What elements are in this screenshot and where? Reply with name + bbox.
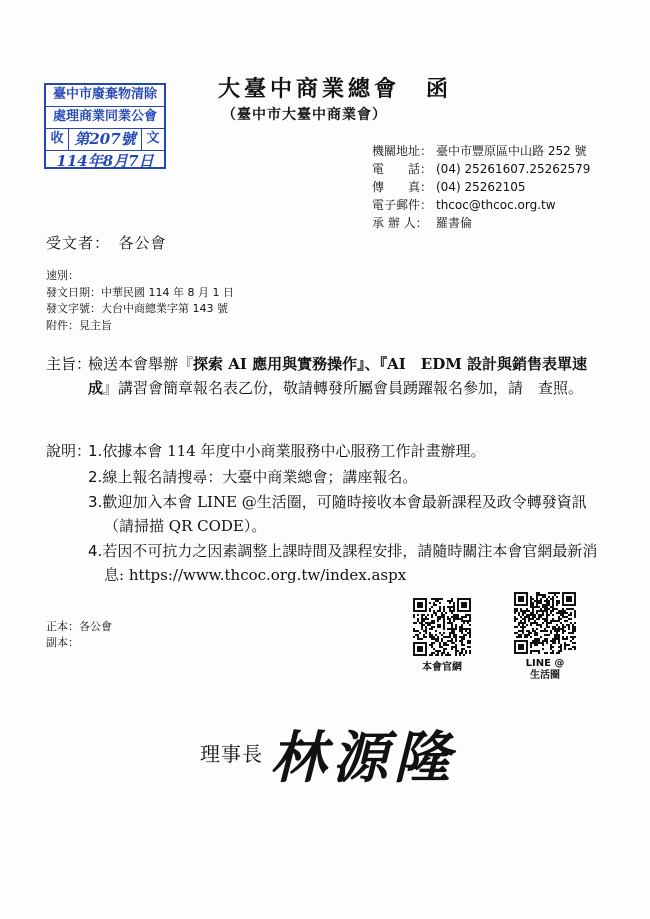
explanation-item: 4.若因不可抗力之因素調整上課時間及課程安排，請隨時關注本會官網最新消息: https://www.thcoc.org.tw/index.aspx — [88, 542, 598, 584]
explanation-item: 1.依據本會 114 年度中小商業服務中心服務工作計畫辦理。 — [88, 442, 486, 460]
distribution-list — [46, 619, 112, 651]
subject-label: 主旨： — [46, 355, 92, 373]
explanation-item: 3.歡迎加入本會 LINE @生活圈，可隨時接收本會最新課程及政令轉發資訊（請掃描 QR CODE）。 — [88, 493, 587, 535]
qr-code-icon[interactable] — [514, 592, 576, 654]
explanation-section — [46, 440, 616, 589]
contact-block — [372, 142, 590, 232]
stamp-receipt-number-row — [46, 129, 164, 151]
stamp-org-line1: 臺中市廢棄物清除 — [46, 85, 164, 107]
original-recipients: 正本：各公會 — [46, 620, 112, 633]
signatory-title: 理事長 — [200, 742, 263, 766]
recipient: 受文者： 各公會 — [46, 234, 167, 252]
qr-line-graphic — [514, 592, 576, 654]
subject-body: 檢送本會舉辦『探索 AI 應用與實務操作』、『AI EDM 設計與銷售表單速成』講習會簡章報名表乙份，敬請轉發所屬會員踴躍報名參加，請 查照。 — [88, 355, 588, 397]
contact-fax: 傳 真： (04) 25262105 — [372, 180, 526, 194]
stamp-recv-prefix: 收 — [46, 129, 69, 150]
meta-reference-number: 發文字號：大台中商總業字第 143 號 — [46, 302, 228, 315]
document-subtitle: （臺中市大臺中商業會） — [222, 107, 387, 123]
explanation-item: 2.線上報名請搜尋：大臺中商業總會；講座報名。 — [88, 467, 418, 486]
explanation-list — [46, 440, 616, 587]
stamp-recv-suffix: 文 — [141, 129, 164, 150]
contact-email: 電子郵件： thcoc@thcoc.org.tw — [372, 198, 556, 212]
meta-date: 發文日期：中華民國 114 年 8 月 1 日 — [46, 285, 234, 299]
stamp-recv-number: 第207號 — [74, 130, 136, 148]
document-title: 大臺中商業總會 函 — [218, 76, 453, 102]
qr-line-label: LINE @ 生活圈 — [525, 658, 565, 681]
copy-recipients: 副本： — [46, 636, 79, 649]
course-title-2: 』、『AI EDM 設計與銷售表單速成 — [88, 355, 588, 397]
contact-handler: 承 辦 人： 羅書倫 — [372, 216, 473, 230]
received-stamp — [44, 83, 166, 169]
qr-website-graphic — [413, 598, 471, 656]
meta-speed: 速別： — [46, 269, 79, 282]
signatory-name: 林源隆 — [270, 725, 456, 791]
meta-attachment: 附件：見主旨 — [46, 318, 112, 332]
contact-address: 機關地址： 臺中市豐原區中山路 252 號 — [372, 144, 587, 158]
explanation-label: 說明： — [46, 442, 92, 460]
stamp-recv-date: 114年8月7日 — [56, 152, 154, 170]
subject-section — [46, 352, 606, 400]
contact-phone: 電 話： (04) 25261607.25262579 — [372, 162, 591, 176]
dispatch-meta — [46, 268, 234, 334]
qr-website-label: 本會官網 — [422, 662, 462, 673]
course-title-1: 探索 AI 應用與實務操作 — [193, 355, 358, 373]
qr-code-icon[interactable] — [413, 598, 471, 656]
stamp-org-line2: 處理商業同業公會 — [46, 107, 164, 129]
